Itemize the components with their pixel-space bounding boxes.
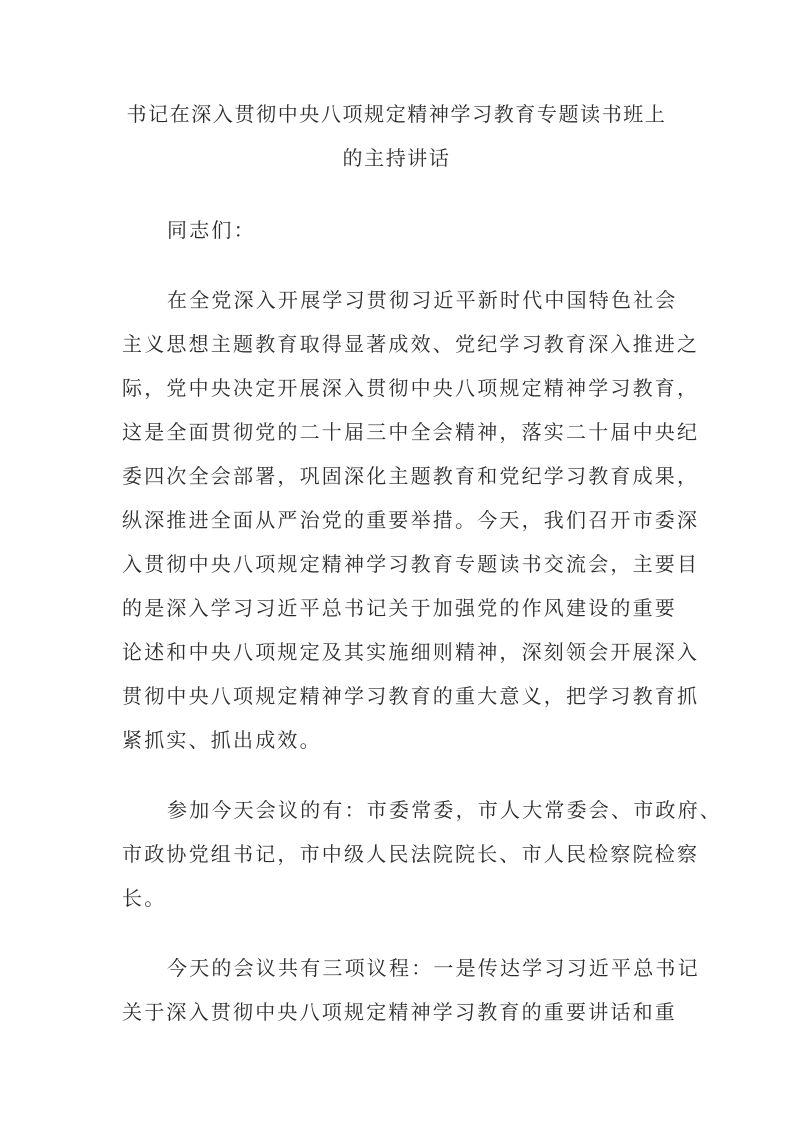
paragraph-2-line-3: 长。: [122, 886, 167, 910]
paragraph-1-line-4: 这是全面贯彻党的二十届三中全会精神，落实二十届中央纪: [122, 420, 700, 444]
paragraph-1-line-10: 贯彻中央八项规定精神学习教育的重大意义，把学习教育抓: [122, 684, 700, 708]
paragraph-1-line-3: 际，党中央决定开展深入贯彻中央八项规定精神学习教育，: [122, 376, 700, 400]
paragraph-1-line-11: 紧抓实、抓出成效。: [122, 728, 322, 752]
salutation: 同志们：: [167, 218, 256, 242]
paragraph-3-line-2: 关于深入贯彻中央八项规定精神学习教育的重要讲话和重: [122, 1000, 677, 1024]
paragraph-2-line-1: 参加今天会议的有：市委常委，市人大常委会、市政府、: [167, 798, 722, 822]
paragraph-1-line-1: 在全党深入开展学习贯彻习近平新时代中国特色社会: [167, 288, 678, 312]
document-title-line-1: 书记在深入贯彻中央八项规定精神学习教育专题读书班上: [126, 102, 667, 126]
paragraph-1-line-7: 入贯彻中央八项规定精神学习教育专题读书交流会，主要目: [122, 552, 700, 576]
paragraph-1-line-2: 主义思想主题教育取得显著成效、党纪学习教育深入推进之: [122, 332, 700, 356]
paragraph-1-line-8: 的是深入学习习近平总书记关于加强党的作风建设的重要: [122, 596, 677, 620]
paragraph-2-line-2: 市政协党组书记，市中级人民法院院长、市人民检察院检察: [122, 842, 700, 866]
paragraph-1-line-6: 纵深推进全面从严治党的重要举措。今天，我们召开市委深: [122, 508, 700, 532]
paragraph-1-line-9: 论述和中央八项规定及其实施细则精神，深刻领会开展深入: [122, 640, 700, 664]
document-title-line-2: 的主持讲话: [342, 146, 451, 170]
paragraph-1-line-5: 委四次全会部署，巩固深化主题教育和党纪学习教育成果，: [122, 464, 700, 488]
paragraph-3-line-1: 今天的会议共有三项议程：一是传达学习习近平总书记: [167, 956, 700, 980]
